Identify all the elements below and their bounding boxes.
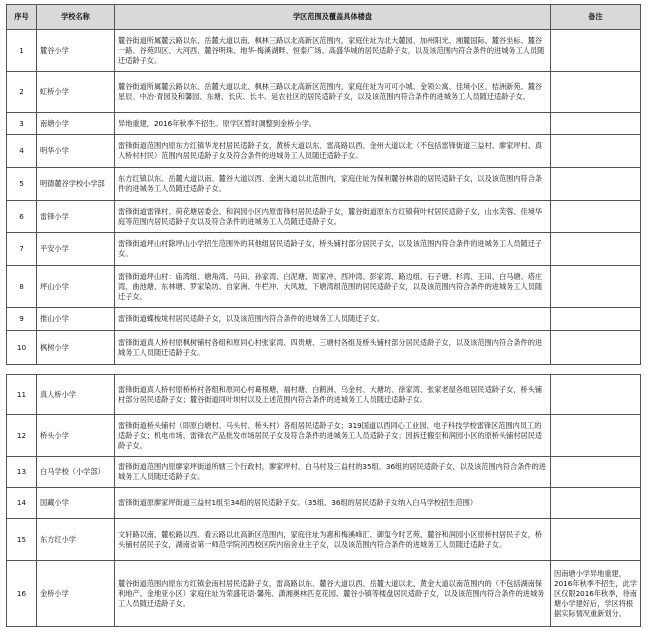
school-name: 南塘小学 [37, 113, 115, 135]
row-note [551, 519, 641, 561]
row-note [551, 113, 641, 135]
school-name: 金桥小学 [37, 561, 115, 627]
school-district-sheet-top [6, 4, 640, 365]
row-number: 13 [7, 457, 37, 488]
district-detail: 麓谷街道所属麓云路以东、岳麓大道以南、枫林三路以北高新区范围内，家庭住址为北大麓园、加州阳光、湘麓国际、麓谷坐标、麓谷一路、谷苑四区、大河西、麓谷明珠、地华·梅溪湖畔、恒泰广场、高盛华城的居民适龄子女，以及该范围内符合条件的进城务工人员随迁适龄子女。 [115, 30, 551, 72]
school-district-sheet-bottom [6, 374, 640, 627]
table-row [7, 415, 641, 457]
table-row [7, 375, 641, 415]
district-detail: 雷锋街道原廖家坪街道三益村1组至34组的居民适龄子女。（35组、36组的居民适龄子女纳入白马学校招生范围） [115, 488, 551, 519]
row-number: 4 [7, 135, 37, 168]
row-note: 因南塘小学异地重建，2016年秋季不招生，此学区仅限2016年秋季，待南塘小学建好后，学区将根据实际情况重新划分。 [551, 561, 641, 627]
district-detail: 雷锋街道坪山村：庙湾组、塘角湾、马田、孙家湾、白泥塘、周家冲、西冲湾、彭家湾、路边组、石子塘、杉湾、王田、白马塘、塔庄湾、曲池塘、东林塘、罗家染坊、自家洲、牛栏冲、大风坡、下塘湾组范围的居民适龄子女，以及该范围内符合条件的进城务工人员随迁子女。 [115, 266, 551, 308]
header-area: 学区范围及覆盖具体楼盘 [115, 5, 551, 30]
table-body-top [7, 30, 641, 365]
school-name: 国藏小学 [37, 488, 115, 519]
row-note [551, 266, 641, 308]
row-number: 10 [7, 331, 37, 365]
table-row [7, 72, 641, 113]
row-number: 1 [7, 30, 37, 72]
row-number: 2 [7, 72, 37, 113]
table-row [7, 561, 641, 627]
school-name: 东方红小学 [37, 519, 115, 561]
row-number: 15 [7, 519, 37, 561]
row-number: 8 [7, 266, 37, 308]
school-name: 麓谷小学 [37, 30, 115, 72]
row-number: 9 [7, 308, 37, 331]
school-name: 推山小学 [37, 308, 115, 331]
row-number: 16 [7, 561, 37, 627]
row-note [551, 488, 641, 519]
table-row [7, 457, 641, 488]
row-number: 7 [7, 233, 37, 266]
district-detail: 雷锋街道雷锋村、荷花塘居委会、和润园小区内原雷锋村居民适龄子女，麓谷街道原东方红镇荷叶村居民适龄子女，山水芙蓉、佳境华庭等范围内居民适龄子女以及符合条件的进城务工人员随迁适龄子女。 [115, 201, 551, 233]
row-note [551, 233, 641, 266]
school-name: 白马学校（小学部） [37, 457, 115, 488]
header-row [7, 5, 641, 30]
row-note [551, 201, 641, 233]
table-row [7, 30, 641, 72]
table-row [7, 308, 641, 331]
row-note [551, 135, 641, 168]
school-name: 真人桥小学 [37, 375, 115, 415]
school-name: 枫树小学 [37, 331, 115, 365]
school-name: 桥头小学 [37, 415, 115, 457]
row-note [551, 308, 641, 331]
school-name: 虹桥小学 [37, 72, 115, 113]
table-row [7, 201, 641, 233]
row-note [551, 415, 641, 457]
row-number: 11 [7, 375, 37, 415]
row-number: 3 [7, 113, 37, 135]
district-detail: 麓谷街道范围内原东方红镇金南村居民适龄子女，雷高路以东、麓谷大道以西、岳麓大道以北、黄金大道以南范围内的（不包括湖南保利地产、金地亚小区）家庭住址为荣盛花语·馨苑、潇湘奥林匹克花园、麓谷小镇等楼盘居民适龄子女，以及该范围内符合条件的进城务工人员随迁适龄子女。 [115, 561, 551, 627]
row-number: 14 [7, 488, 37, 519]
table-row [7, 135, 641, 168]
row-note [551, 168, 641, 201]
table-row [7, 168, 641, 201]
table-row [7, 488, 641, 519]
row-number: 6 [7, 201, 37, 233]
district-detail: 异地重建，2016年秋季不招生。原学区暂时调整到金桥小学。 [115, 113, 551, 135]
school-name: 平安小学 [37, 233, 115, 266]
school-name: 明华小学 [37, 135, 115, 168]
row-number: 12 [7, 415, 37, 457]
district-detail: 文轩路以南、麓松路以西、看云路以北高新区范围内，家庭住址为惠和梅溪峰汇、御玺今时艺苑、麓谷和润园小区原桥村居民子女，桥头铺村居民子女，湖南省第一师范学院河西校区院内宿舍业主子女，以及该范围内符合条件的进城务工人员随迁适龄子女。 [115, 519, 551, 561]
district-detail: 雷锋街道坪山村除坪山小学招生范围外的其他组居民适龄子女，桥头铺村部分居民子女，以及该范围内符合条件的进城务工人员随迁子女。 [115, 233, 551, 266]
district-detail: 雷锋街道蝶梭垅村居民适龄子女，以及该范围内符合条件的进城务工人员随迁子女。 [115, 308, 551, 331]
row-note [551, 331, 641, 365]
school-district-table-top [6, 4, 641, 365]
school-name: 雷锋小学 [37, 201, 115, 233]
table-row [7, 233, 641, 266]
district-detail: 麓谷街道所属麓云路以东、岳麓大道以北、枫林三路以北高新区范围内，家庭住址为可可小城、金领公寓、佳境小区、桔洲新苑、麓谷星辰、中冶·青园及和馨园、东塘、长庆、长丰、延农社区的居民适龄子女，以及该范围内符合条件的进城务工人员随迁适龄子女。 [115, 72, 551, 113]
header-school: 学校名称 [37, 5, 115, 30]
district-detail: 雷锋街道桥头铺村（即原白塘村、马头村、桥头村）各组居民适龄子女；319国道以西同心工业园、电子科技学校雷锋区范围内员工的适龄子女；机电市场、雷锋农产品批发市场居民子女及符合条件的进城务工人员适龄子女；因拆迁搬至和润园小区的原桥头铺村居民适龄子女。 [115, 415, 551, 457]
district-detail: 雷锋街道范围内原东方红镇华龙村居民适龄子女，黄桥大道以东、雷高路以西、金州大道以北（不包括雷锋街道三益村、廖家坪村、真人桥村村民）范围内居民适龄子女及符合条件的进城务工人员随迁适龄子女。 [115, 135, 551, 168]
table-body-bottom [7, 375, 641, 627]
district-detail: 东方红镇以东、岳麓大道以南、麓谷大道以西、金洲大道以北范围内，家庭住址为保利麓谷林语的居民适龄子女，以及该范围内符合条件的进城务工人员随迁适龄子女。 [115, 168, 551, 201]
table-row [7, 331, 641, 365]
district-detail: 雷锋街道范围内原廖家坪街道所辖三个行政村，廖家坪村、白马村及三益村的35组、36组的居民适龄子女，以及该范围内符合条件的进城务工人员随迁适龄子女。 [115, 457, 551, 488]
header-no: 序号 [7, 5, 37, 30]
table-row [7, 266, 641, 308]
row-note [551, 30, 641, 72]
table-row [7, 113, 641, 135]
district-detail: 雷锋街道真人桥村原枫树铺村各组和原同心村张家湾、四贵塘、三塘村各组及桥头铺村部分居民适龄子女，以及该范围内符合条件的进城务工人员随迁适龄子女。 [115, 331, 551, 365]
row-note [551, 72, 641, 113]
district-detail: 雷锋街道真人桥村原桥桥村各组和原同心村葛根塘、福村塘、白鹤洲、乌金村、大塘坊、徐家湾、张家老屋各组居民适龄子女，桥头铺村部分居民适龄子女；麓谷街道同叶坝村以及上述范围内符合条件的进城务工人员随迁适龄子女。 [115, 375, 551, 415]
row-note [551, 375, 641, 415]
row-note [551, 457, 641, 488]
row-number: 5 [7, 168, 37, 201]
school-name: 坪山小学 [37, 266, 115, 308]
header-note: 备注 [551, 5, 641, 30]
school-district-table-bottom [6, 374, 641, 627]
school-name: 明德麓谷学校小学部 [37, 168, 115, 201]
table-row [7, 519, 641, 561]
